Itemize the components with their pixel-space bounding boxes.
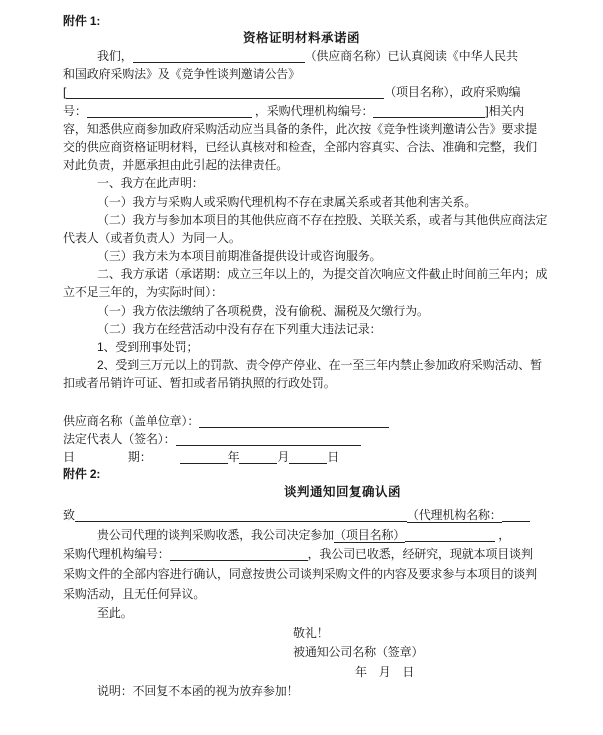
paragraph-line xyxy=(63,565,540,585)
spacer-line xyxy=(63,393,540,412)
text-run: （一）我方依法缴纳了各项税费，没有偷税、漏税及欠缴行为。 xyxy=(97,303,429,318)
list-item-line xyxy=(63,356,540,374)
text-run: （代理机构名称： xyxy=(406,508,502,523)
spacer xyxy=(152,460,180,461)
text-run: 对此负责，并愿承担由此引起的法律责任。 xyxy=(63,158,289,173)
text-run: 月 xyxy=(277,449,290,464)
text-run: 扣或者吊销许可证、暂扣或者吊销执照的行政处罚。 xyxy=(63,376,336,391)
doc-title-qualification xyxy=(63,29,540,47)
attachment-1-heading xyxy=(63,13,540,29)
text-run: 附件 2: xyxy=(63,467,101,482)
signature-supplier-line xyxy=(63,412,540,430)
paragraph-line xyxy=(63,585,540,605)
text-run: 期： xyxy=(127,449,152,464)
text-run: 采购文件的全部内容进行确认，同意按贵公司谈判采购文件的内容及要求参与本项目的谈判 xyxy=(63,566,538,581)
text-run: 采购活动，且无任何异议。 xyxy=(63,586,206,601)
fill-in-blank xyxy=(502,508,530,522)
text-run: [ xyxy=(63,85,67,100)
text-run: ，我公司已收悉，经研究，现就本项目谈判 xyxy=(307,547,533,562)
paragraph-line xyxy=(63,229,540,247)
text-run: 日 xyxy=(327,449,340,464)
section-heading-line xyxy=(63,174,540,192)
closing-line xyxy=(63,604,540,624)
fill-in-blank xyxy=(75,508,407,522)
text-run: 号： xyxy=(63,103,87,118)
fill-in-blank xyxy=(87,104,252,118)
text-run: 供应商名称（盖单位章）： xyxy=(63,413,200,428)
text-run: ]相关内 xyxy=(485,103,525,118)
text-run: 代表人（或者负责人）为同一人。 xyxy=(63,230,241,245)
salutation-line xyxy=(63,624,540,644)
text-run: 一、我方在此声明： xyxy=(97,176,204,191)
text-run: 立不足三年的，为实际时间）： xyxy=(63,285,223,300)
paragraph-line xyxy=(63,526,540,546)
text-run: 我们， xyxy=(97,49,133,63)
paragraph-line xyxy=(63,211,548,229)
fill-in-blank xyxy=(239,450,277,464)
text-run: ，采购代理机构编号： xyxy=(251,103,374,118)
fill-in-blank xyxy=(373,104,485,118)
paragraph-line xyxy=(63,83,540,101)
text-run: 日 xyxy=(63,449,75,464)
paragraph-line xyxy=(63,193,540,211)
list-item-line xyxy=(63,338,540,356)
paragraph-line xyxy=(63,102,540,120)
text-run: 交的供应商资格证明材料，已经认真核对和检查，全部内容真实、合法、准确和完整，我们 xyxy=(63,139,538,154)
notified-company-line xyxy=(63,643,540,663)
paragraph-line xyxy=(63,283,540,301)
text-run: （供应商名称）已认真阅读《中华人民共 xyxy=(304,49,518,63)
paragraph-line xyxy=(63,320,540,338)
list-item-line xyxy=(63,374,540,392)
text-run: 采购代理机构编号： xyxy=(63,547,170,562)
text-run: 说明：不回复不本函的视为放弃参加！ xyxy=(97,684,299,699)
text-run: 敬礼！ xyxy=(293,625,329,640)
text-run: 年 xyxy=(227,449,240,464)
attachment-2-heading xyxy=(63,466,540,482)
text-run: （项目名称） xyxy=(334,527,406,542)
text-run: （三）我方未为本项目前期准备提供设计或咨询服务。 xyxy=(97,249,382,264)
text-run: 资格证明材料承诺函 xyxy=(242,31,360,45)
text-run: 和国政府采购法》及《竞争性谈判邀请公告》 xyxy=(63,67,301,82)
paragraph-line xyxy=(63,65,540,83)
text-run: 1、受到刑事处罚； xyxy=(97,340,199,354)
text-run: 至此。 xyxy=(97,606,133,621)
paragraph-line xyxy=(63,302,540,320)
spacer xyxy=(75,460,128,461)
date-line xyxy=(63,663,540,683)
fill-in-blank xyxy=(176,432,361,446)
paragraph-line xyxy=(63,247,540,265)
fill-in-blank xyxy=(180,450,228,464)
text-run: 贵公司代理的谈判采购收悉，我公司决定参加 xyxy=(97,527,335,542)
paragraph-line xyxy=(63,545,540,565)
text-run: 二、我方承诺（承诺期：成立三年以上的，为提交首次响应文件截止时间前三年内；成 xyxy=(97,267,548,282)
text-run: 2、受到三万元以上的罚款、责令停产停业、在一至三年内禁止参加政府采购活动、暂 xyxy=(97,358,542,373)
text-run: （二）我方在经营活动中没有存在下列重大违法记录： xyxy=(97,321,382,336)
fill-in-blank xyxy=(199,414,389,428)
doc-title-confirmation xyxy=(104,482,581,506)
text-run: （一）我方与采购人或采购代理机构不存在隶属关系或者其他利害关系。 xyxy=(97,194,477,209)
fill-in-blank xyxy=(405,528,495,542)
paragraph-line xyxy=(63,120,540,138)
text-run: 被通知公司名称（签章） xyxy=(293,645,424,660)
addressee-line xyxy=(63,506,540,526)
fill-in-blank xyxy=(170,547,308,561)
text-run: ， xyxy=(495,527,511,542)
text-run: 附件 1: xyxy=(63,14,101,28)
paragraph-line xyxy=(63,138,540,156)
signature-date-line xyxy=(63,448,540,466)
section-heading-line xyxy=(63,265,548,283)
fill-in-blank xyxy=(66,85,384,99)
text-run: 谈判通知回复确认函 xyxy=(283,485,401,500)
note-line xyxy=(63,682,540,702)
paragraph-line xyxy=(63,47,540,65)
text-run: 法定代表人（签名）： xyxy=(63,431,176,446)
paragraph-line xyxy=(63,156,540,174)
text-run: 容，知悉供应商参加政府采购活动应当具备的条件，此次按《竞争性谈判邀请公告》要求提 xyxy=(63,121,538,136)
text-run: 致 xyxy=(63,508,75,523)
text-run: （项目名称），政府采购编 xyxy=(384,85,521,100)
text-run: 年 月 日 xyxy=(355,664,415,679)
fill-in-blank xyxy=(133,49,305,63)
fill-in-blank xyxy=(289,450,327,464)
text-run: （二）我方与参加本项目的其他供应商不存在控股、关联关系，或者与其他供应商法定 xyxy=(97,212,548,227)
signature-representative-line xyxy=(63,430,540,448)
